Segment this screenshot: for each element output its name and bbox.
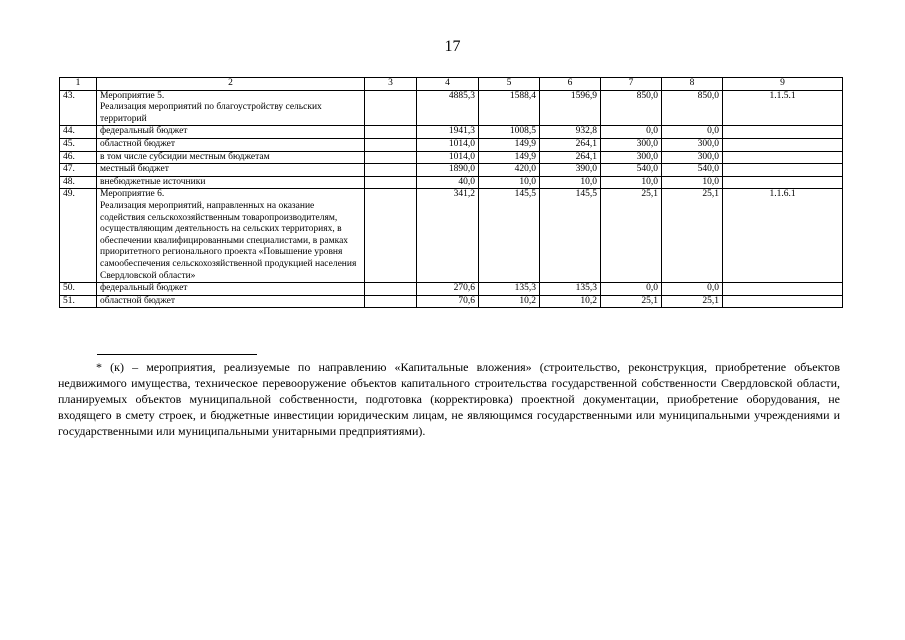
column-3-cell <box>365 283 417 296</box>
row-number-cell: 48. <box>60 176 97 189</box>
column-8-value-cell: 0,0 <box>662 126 723 139</box>
table-row <box>60 283 843 296</box>
row-name-cell: Мероприятие 5. Реализация мероприятий по благоустройству сельских территорий <box>97 90 365 126</box>
row-number-cell: 44. <box>60 126 97 139</box>
column-7-value-cell: 25,1 <box>601 189 662 283</box>
row-number-cell: 49. <box>60 189 97 283</box>
column-3-cell <box>365 90 417 126</box>
target-index-cell <box>723 138 843 151</box>
column-3-cell <box>365 151 417 164</box>
table-row <box>60 90 843 126</box>
column-3-cell <box>365 138 417 151</box>
row-number-cell: 50. <box>60 283 97 296</box>
column-5-value-cell: 145,5 <box>479 189 540 283</box>
column-7-value-cell: 540,0 <box>601 164 662 177</box>
column-6-value-cell: 390,0 <box>540 164 601 177</box>
page-number: 17 <box>444 38 461 55</box>
column-4-value-cell: 1890,0 <box>417 164 479 177</box>
header-cell: 6 <box>540 78 601 91</box>
row-name-cell: областной бюджет <box>97 295 365 308</box>
table-row <box>60 176 843 189</box>
footnote-text: * (к) – мероприятия, реализуемые по направлению «Капитальные вложения» (строительство, реконструкция, приобретение объектов недвижимого имущества, техническое перевооружение объектов капитального строительства государственной собственности Свердловской области, планируемых объектов муниципальной собственности, подготовка (корректировка) проектной документации, приобретение оборудования, не входящего в смету строек, и бюджетные инвестиции юридическим лицам, не являющимся государственными или муниципальными учреждениями и государственными или муниципальными унитарными предприятиями). <box>58 360 840 438</box>
row-name-cell: федеральный бюджет <box>97 283 365 296</box>
column-4-value-cell: 270,6 <box>417 283 479 296</box>
column-4-value-cell: 1014,0 <box>417 151 479 164</box>
table-row <box>60 189 843 283</box>
column-4-value-cell: 70,6 <box>417 295 479 308</box>
column-4-value-cell: 4885,3 <box>417 90 479 126</box>
column-5-value-cell: 1588,4 <box>479 90 540 126</box>
column-3-cell <box>365 295 417 308</box>
target-index-cell: 1.1.5.1 <box>723 90 843 126</box>
table-row <box>60 138 843 151</box>
table-row <box>60 164 843 177</box>
row-name-cell: Мероприятие 6. Реализация мероприятий, направленных на оказание содействия сельскохозяйственным товаропроизводителям, осуществляющим деятельность на сельских территориях, в обеспечении квалифицированными специалистами, в рамках приоритетного регионального проекта «Повышение уровня самообеспечения сельскохозяйственной продукцией населения Свердловской области» <box>97 189 365 283</box>
column-6-value-cell: 10,0 <box>540 176 601 189</box>
column-5-value-cell: 10,0 <box>479 176 540 189</box>
header-cell: 3 <box>365 78 417 91</box>
column-3-cell <box>365 164 417 177</box>
column-6-value-cell: 10,2 <box>540 295 601 308</box>
row-name-cell: внебюджетные источники <box>97 176 365 189</box>
table-row <box>60 295 843 308</box>
target-index-cell <box>723 126 843 139</box>
column-5-value-cell: 149,9 <box>479 151 540 164</box>
row-number-cell: 47. <box>60 164 97 177</box>
target-index-cell <box>723 295 843 308</box>
header-cell: 2 <box>97 78 365 91</box>
header-cell: 4 <box>417 78 479 91</box>
header-cell: 1 <box>60 78 97 91</box>
table-header-row <box>60 78 843 91</box>
column-3-cell <box>365 176 417 189</box>
column-5-value-cell: 1008,5 <box>479 126 540 139</box>
column-7-value-cell: 0,0 <box>601 283 662 296</box>
header-cell: 5 <box>479 78 540 91</box>
header-cell: 7 <box>601 78 662 91</box>
column-6-value-cell: 135,3 <box>540 283 601 296</box>
column-5-value-cell: 420,0 <box>479 164 540 177</box>
column-5-value-cell: 149,9 <box>479 138 540 151</box>
column-8-value-cell: 25,1 <box>662 189 723 283</box>
column-7-value-cell: 0,0 <box>601 126 662 139</box>
row-name-cell: в том числе субсидии местным бюджетам <box>97 151 365 164</box>
target-index-cell <box>723 151 843 164</box>
target-index-cell <box>723 164 843 177</box>
row-name-cell: областной бюджет <box>97 138 365 151</box>
table-row <box>60 151 843 164</box>
column-8-value-cell: 300,0 <box>662 151 723 164</box>
column-6-value-cell: 145,5 <box>540 189 601 283</box>
footnote-divider <box>97 354 257 355</box>
row-name-cell: федеральный бюджет <box>97 126 365 139</box>
column-3-cell <box>365 126 417 139</box>
column-4-value-cell: 1941,3 <box>417 126 479 139</box>
row-number-cell: 51. <box>60 295 97 308</box>
column-6-value-cell: 932,8 <box>540 126 601 139</box>
column-4-value-cell: 341,2 <box>417 189 479 283</box>
header-cell: 8 <box>662 78 723 91</box>
column-8-value-cell: 300,0 <box>662 138 723 151</box>
column-4-value-cell: 40,0 <box>417 176 479 189</box>
column-8-value-cell: 850,0 <box>662 90 723 126</box>
target-index-cell <box>723 283 843 296</box>
target-index-cell <box>723 176 843 189</box>
column-8-value-cell: 0,0 <box>662 283 723 296</box>
column-7-value-cell: 850,0 <box>601 90 662 126</box>
column-8-value-cell: 10,0 <box>662 176 723 189</box>
column-6-value-cell: 264,1 <box>540 138 601 151</box>
table-row <box>60 126 843 139</box>
header-cell: 9 <box>723 78 843 91</box>
column-7-value-cell: 25,1 <box>601 295 662 308</box>
column-7-value-cell: 10,0 <box>601 176 662 189</box>
column-4-value-cell: 1014,0 <box>417 138 479 151</box>
column-5-value-cell: 10,2 <box>479 295 540 308</box>
column-5-value-cell: 135,3 <box>479 283 540 296</box>
row-number-cell: 46. <box>60 151 97 164</box>
program-table <box>59 77 843 308</box>
row-number-cell: 45. <box>60 138 97 151</box>
row-name-cell: местный бюджет <box>97 164 365 177</box>
column-8-value-cell: 25,1 <box>662 295 723 308</box>
column-7-value-cell: 300,0 <box>601 151 662 164</box>
row-number-cell: 43. <box>60 90 97 126</box>
column-7-value-cell: 300,0 <box>601 138 662 151</box>
column-8-value-cell: 540,0 <box>662 164 723 177</box>
target-index-cell: 1.1.6.1 <box>723 189 843 283</box>
column-3-cell <box>365 189 417 283</box>
column-6-value-cell: 264,1 <box>540 151 601 164</box>
column-6-value-cell: 1596,9 <box>540 90 601 126</box>
